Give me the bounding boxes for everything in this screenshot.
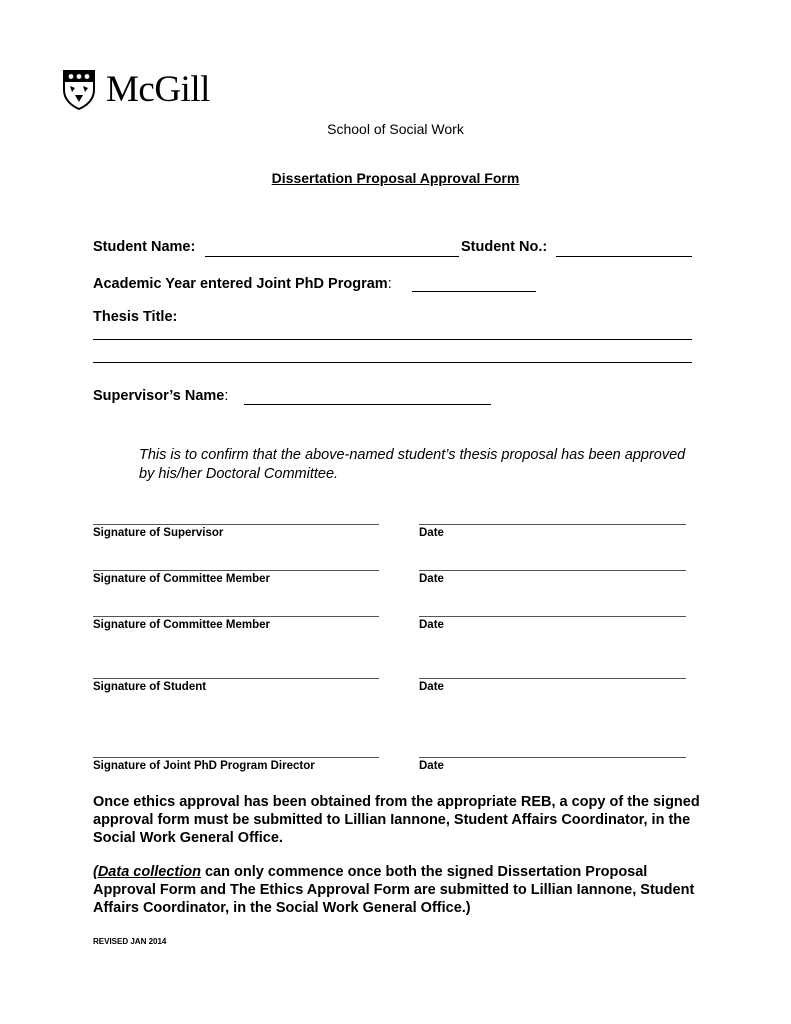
student-name-label: Student Name:	[93, 239, 196, 255]
signature-label: Signature of Committee Member	[93, 619, 270, 631]
thesis-title-line-1[interactable]	[93, 339, 692, 340]
school-name: School of Social Work	[327, 121, 464, 137]
signature-line[interactable]	[93, 570, 379, 571]
mcgill-crest-icon	[62, 68, 96, 110]
data-collection-note: (Data collection can only commence once both the signed Dissertation Proposal Approval Form and The Ethics Approval Form are submitted to Lillian Iannone, Student Affairs Coordinator, in the Social Work General Office.)	[93, 864, 695, 916]
signature-line[interactable]	[93, 616, 379, 617]
student-no-label: Student No.:	[461, 239, 548, 255]
date-line[interactable]	[419, 757, 686, 758]
signature-label: Signature of Student	[93, 681, 207, 693]
student-no-line[interactable]	[556, 256, 692, 257]
academic-year-label: Academic Year entered Joint PhD Program:	[93, 276, 392, 292]
supervisor-name-line[interactable]	[244, 404, 491, 405]
signature-line[interactable]	[93, 524, 379, 525]
signature-line[interactable]	[93, 678, 379, 679]
thesis-title-line-2[interactable]	[93, 362, 692, 363]
mcgill-wordmark: McGill	[106, 69, 210, 110]
date-line[interactable]	[419, 524, 686, 525]
signature-label: Signature of Supervisor	[93, 527, 224, 539]
date-label: Date	[419, 681, 444, 693]
mcgill-logo	[62, 68, 237, 112]
date-label: Date	[419, 573, 444, 585]
date-label: Date	[419, 527, 444, 539]
date-label: Date	[419, 760, 444, 772]
thesis-title-label: Thesis Title:	[93, 309, 178, 325]
form-title: Dissertation Proposal Approval Form	[271, 170, 520, 186]
date-line[interactable]	[419, 616, 686, 617]
student-name-line[interactable]	[205, 256, 459, 257]
date-label: Date	[419, 619, 444, 631]
date-line[interactable]	[419, 678, 686, 679]
academic-year-line[interactable]	[412, 291, 536, 292]
signature-label: Signature of Committee Member	[93, 573, 270, 585]
ethics-note: Once ethics approval has been obtained from the appropriate REB, a copy of the signed approval form must be submitted to Lillian Iannone, Student Affairs Coordinator, in the Social Work General Office.	[93, 794, 700, 846]
supervisor-name-label: Supervisor’s Name:	[93, 388, 229, 404]
date-line[interactable]	[419, 570, 686, 571]
signature-label: Signature of Joint PhD Program Director	[93, 760, 315, 772]
signature-line[interactable]	[93, 757, 379, 758]
confirmation-statement: This is to confirm that the above-named student’s thesis proposal has been approved by his/her Doctoral Committee.	[139, 447, 686, 482]
revised-date: REVISED JAN 2014	[93, 937, 167, 946]
